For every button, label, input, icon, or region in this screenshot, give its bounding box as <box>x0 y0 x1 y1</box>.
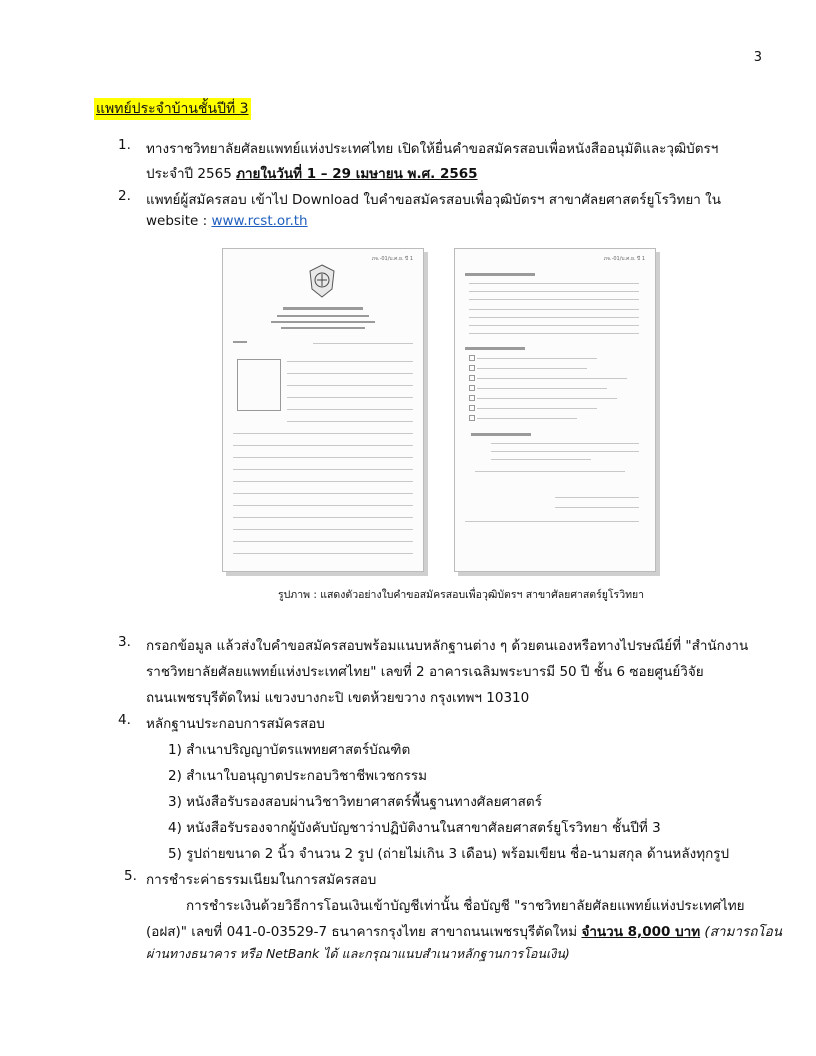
item-4-number: 4. <box>118 712 131 728</box>
item-3-line3: ถนนเพชรบุรีตัดใหม่ แขวงบางกะปิ เขตห้วยขวาง กรุงเทพฯ 10310 <box>146 690 530 706</box>
doc-item-5: 5) รูปถ่ายขนาด 2 นิ้ว จำนวน 2 รูป (ถ่ายไม่เกิน 3 เดือน) พร้อมเขียน ชื่อ-นามสกุล ด้านหลังทุกรูป <box>168 846 730 862</box>
item-3-line2: ราชวิทยาลัยศัลยแพทย์แห่งประเทศไทย" เลขที่ 2 อาคารเฉลิมพระบารมี 50 ปี ชั้น 6 ซอยศูนย์วิจัย <box>146 664 704 680</box>
doc-item-1: 1) สำเนาปริญญาบัตรแพทยศาสตร์บัณฑิต <box>168 742 411 758</box>
item-5-line2: (อฝส)" เลขที่ 041-0-03529-7 ธนาคารกรุงไทย สาขาถนนเพชรบุรีตัดใหม่ จำนวน 8,000 บาท (สามารถโอน <box>146 924 782 940</box>
section-heading: แพทย์ประจำบ้านชั้นปีที่ 3 <box>94 98 251 120</box>
item-1-number: 1. <box>118 137 131 153</box>
form-page-2 <box>454 248 656 572</box>
doc-item-2: 2) สำเนาใบอนุญาตประกอบวิชาชีพเวชกรรม <box>168 768 427 784</box>
photo-box <box>237 359 281 411</box>
item-5-number: 5. <box>124 868 137 884</box>
college-seal-icon <box>307 263 337 299</box>
form-page-2-header: ภจ.-01/บ.ศ.ย. ปี 1 <box>603 256 645 262</box>
item-5-line3: ผ่านทางธนาคาร หรือ NetBank ได้ และกรุณาแนบสำเนาหลักฐานการโอนเงิน) <box>146 946 570 961</box>
item-5-title: การชำระค่าธรรมเนียมในการสมัครสอบ <box>146 872 377 888</box>
figure-caption: รูปภาพ : แสดงตัวอย่างใบคำขอสมัครสอบเพื่อวุฒิบัตรฯ สาขาศัลยศาสตร์ยูโรวิทยา <box>278 589 645 601</box>
form-page-1 <box>222 248 424 572</box>
form-page-1-header: ภจ.-01/บ.ศ.ย. ปี 1 <box>371 256 413 262</box>
item-5-line1: การชำระเงินด้วยวิธีการโอนเงินเข้าบัญชีเท่านั้น ชื่อบัญชี "ราชวิทยาลัยศัลยแพทย์แห่งประเทศไทย <box>186 898 745 914</box>
item-4-title: หลักฐานประกอบการสมัครสอบ <box>146 716 325 732</box>
fee-amount: จำนวน 8,000 บาท <box>581 924 701 940</box>
application-form-image <box>218 248 645 576</box>
doc-item-4: 4) หนังสือรับรองจากผู้บังคับบัญชาว่าปฏิบัติงานในสาขาศัลยศาสตร์ยูโรวิทยา ชั้นปีที่ 3 <box>168 820 661 836</box>
item-2-line1: แพทย์ผู้สมัครสอบ เข้าไป Download ใบคำขอสมัครสอบเพื่อวุฒิบัตรฯ สาขาศัลยศาสตร์ยูโรวิทยา ใน <box>146 192 722 208</box>
item-3-line1: กรอกข้อมูล แล้วส่งใบคำขอสมัครสอบพร้อมแนบหลักฐานต่าง ๆ ด้วยตนเองหรือทางไปรษณีย์ที่ "สำนักงาน <box>146 638 749 654</box>
registration-period: ภายในวันที่ 1 – 29 เมษายน พ.ศ. 2565 <box>236 166 478 182</box>
item-1-line1: ทางราชวิทยาลัยศัลยแพทย์แห่งประเทศไทย เปิดให้ยื่นคำขอสมัครสอบเพื่อหนังสืออนุมัติและวุฒิบัตรฯ <box>146 141 719 157</box>
item-2-line2: website : www.rcst.or.th <box>146 213 308 229</box>
item-2-number: 2. <box>118 188 131 204</box>
doc-item-3: 3) หนังสือรับรองสอบผ่านวิชาวิทยาศาสตร์พื้นฐานทางศัลยศาสตร์ <box>168 794 542 810</box>
page-number: 3 <box>753 50 762 65</box>
item-1-line2: ประจำปี 2565 ภายในวันที่ 1 – 29 เมษายน พ.ศ. 2565 <box>146 166 478 182</box>
item-3-number: 3. <box>118 634 131 650</box>
rcst-website-link[interactable]: www.rcst.or.th <box>211 213 308 229</box>
